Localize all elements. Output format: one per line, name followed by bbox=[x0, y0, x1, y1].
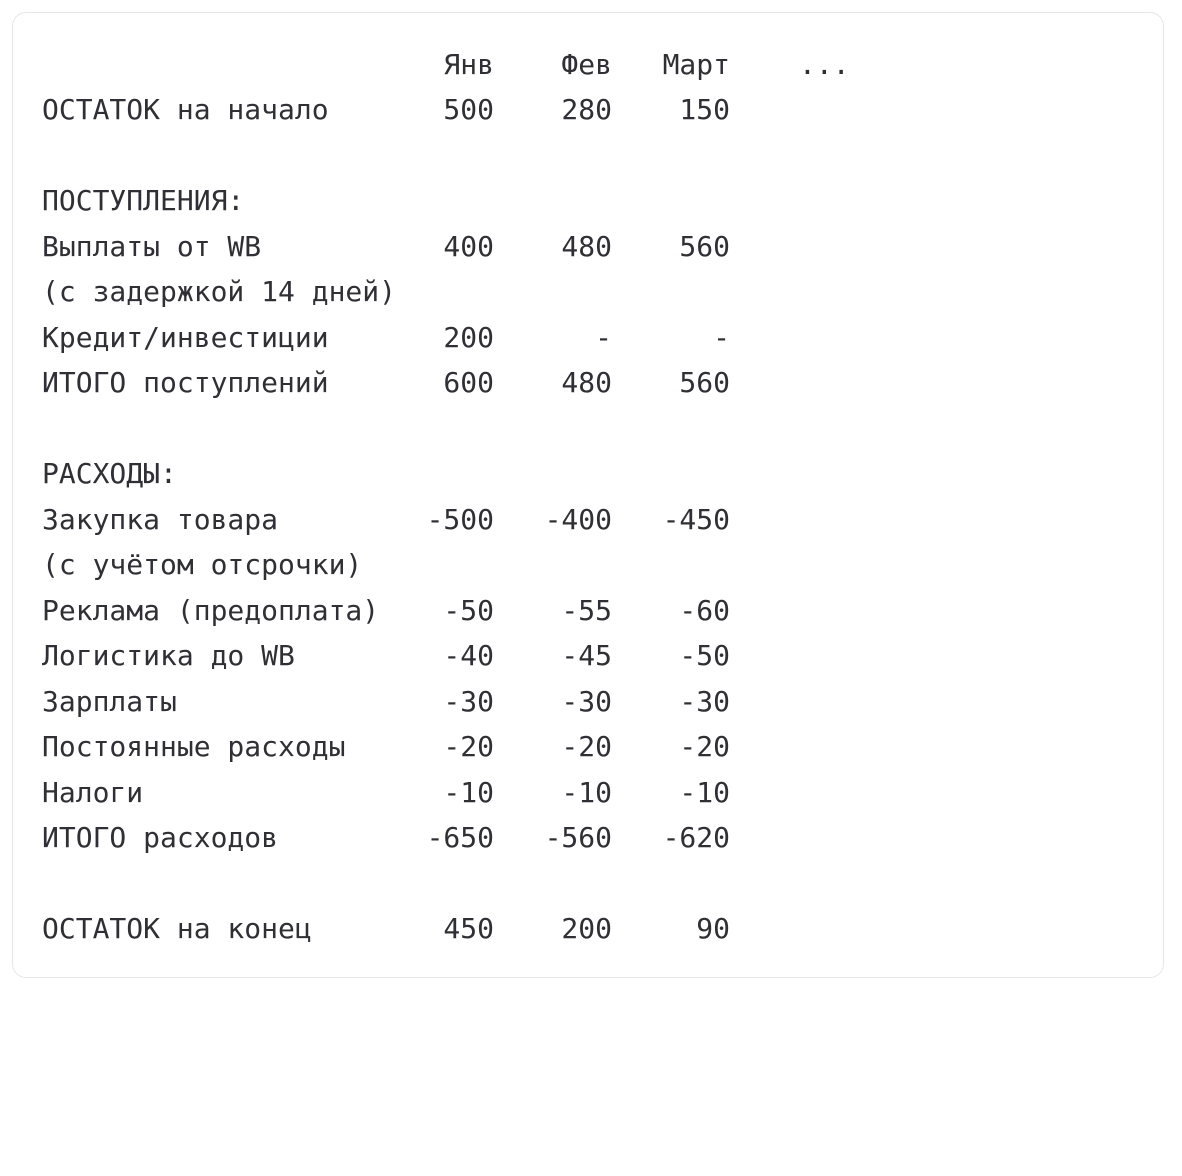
row-label: Закупка товара bbox=[42, 503, 279, 536]
row-value: 560 bbox=[679, 366, 730, 399]
row-closing-balance bbox=[13, 906, 1163, 951]
row-value: - bbox=[713, 321, 730, 354]
section-heading-income bbox=[13, 178, 1163, 223]
row-value: 480 bbox=[561, 366, 612, 399]
row-value: -500 bbox=[426, 503, 494, 536]
section-label: РАСХОДЫ: bbox=[42, 457, 177, 490]
row-value: 500 bbox=[443, 93, 494, 126]
row-label: Постоянные расходы bbox=[42, 730, 346, 763]
row-value: -450 bbox=[662, 503, 730, 536]
code-block bbox=[12, 12, 1164, 978]
row-note: (с учётом отсрочки) bbox=[42, 548, 363, 581]
row-note-delay bbox=[13, 269, 1163, 314]
row-purchase bbox=[13, 497, 1163, 542]
row-label: ИТОГО поступлений bbox=[42, 366, 329, 399]
row-value: 400 bbox=[443, 230, 494, 263]
row-label: Логистика до WB bbox=[42, 639, 295, 672]
row-salaries bbox=[13, 679, 1163, 724]
row-label: ОСТАТОК на начало bbox=[42, 93, 329, 126]
row-value: -20 bbox=[679, 730, 730, 763]
row-value: 90 bbox=[696, 912, 730, 945]
row-value: -30 bbox=[679, 685, 730, 718]
section-label: ПОСТУПЛЕНИЯ: bbox=[42, 184, 245, 217]
row-taxes bbox=[13, 770, 1163, 815]
month-header: Март bbox=[662, 48, 730, 81]
ellipsis-header: ... bbox=[799, 48, 850, 81]
row-fixed-costs bbox=[13, 724, 1163, 769]
row-value: -60 bbox=[679, 594, 730, 627]
row-value: 450 bbox=[443, 912, 494, 945]
row-value: 200 bbox=[561, 912, 612, 945]
row-value: -20 bbox=[443, 730, 494, 763]
row-value: -50 bbox=[443, 594, 494, 627]
row-value: 600 bbox=[443, 366, 494, 399]
row-value: -620 bbox=[662, 821, 730, 854]
row-value: 280 bbox=[561, 93, 612, 126]
row-opening-balance bbox=[13, 87, 1163, 132]
header-row bbox=[13, 42, 1163, 87]
section-heading-expenses bbox=[13, 451, 1163, 496]
row-label: Кредит/инвестиции bbox=[42, 321, 329, 354]
row-note: (с задержкой 14 дней) bbox=[42, 275, 397, 308]
row-logistics bbox=[13, 633, 1163, 678]
row-value: 560 bbox=[679, 230, 730, 263]
row-value: 150 bbox=[679, 93, 730, 126]
row-value: -10 bbox=[561, 776, 612, 809]
row-value: -10 bbox=[679, 776, 730, 809]
month-header: Янв bbox=[443, 48, 494, 81]
row-value: -560 bbox=[544, 821, 612, 854]
row-value: -55 bbox=[561, 594, 612, 627]
row-value: -30 bbox=[561, 685, 612, 718]
row-total-income bbox=[13, 360, 1163, 405]
row-value: -50 bbox=[679, 639, 730, 672]
month-header: Фев bbox=[561, 48, 612, 81]
row-label: Зарплаты bbox=[42, 685, 177, 718]
row-label: Реклама (предоплата) bbox=[42, 594, 380, 627]
row-value: -10 bbox=[443, 776, 494, 809]
row-total-expenses bbox=[13, 815, 1163, 860]
row-label: Выплаты от WB bbox=[42, 230, 262, 263]
row-wb-payouts bbox=[13, 224, 1163, 269]
row-value: -30 bbox=[443, 685, 494, 718]
row-value: -45 bbox=[561, 639, 612, 672]
row-value: 200 bbox=[443, 321, 494, 354]
row-value: -400 bbox=[544, 503, 612, 536]
row-label: ИТОГО расходов bbox=[42, 821, 279, 854]
row-value: -650 bbox=[426, 821, 494, 854]
row-label: ОСТАТОК на конец bbox=[42, 912, 312, 945]
row-value: - bbox=[595, 321, 612, 354]
row-label: Налоги bbox=[42, 776, 144, 809]
row-note-deferral bbox=[13, 542, 1163, 587]
row-value: -20 bbox=[561, 730, 612, 763]
row-credit bbox=[13, 315, 1163, 360]
row-value: -40 bbox=[443, 639, 494, 672]
row-advertising bbox=[13, 588, 1163, 633]
row-value: 480 bbox=[561, 230, 612, 263]
